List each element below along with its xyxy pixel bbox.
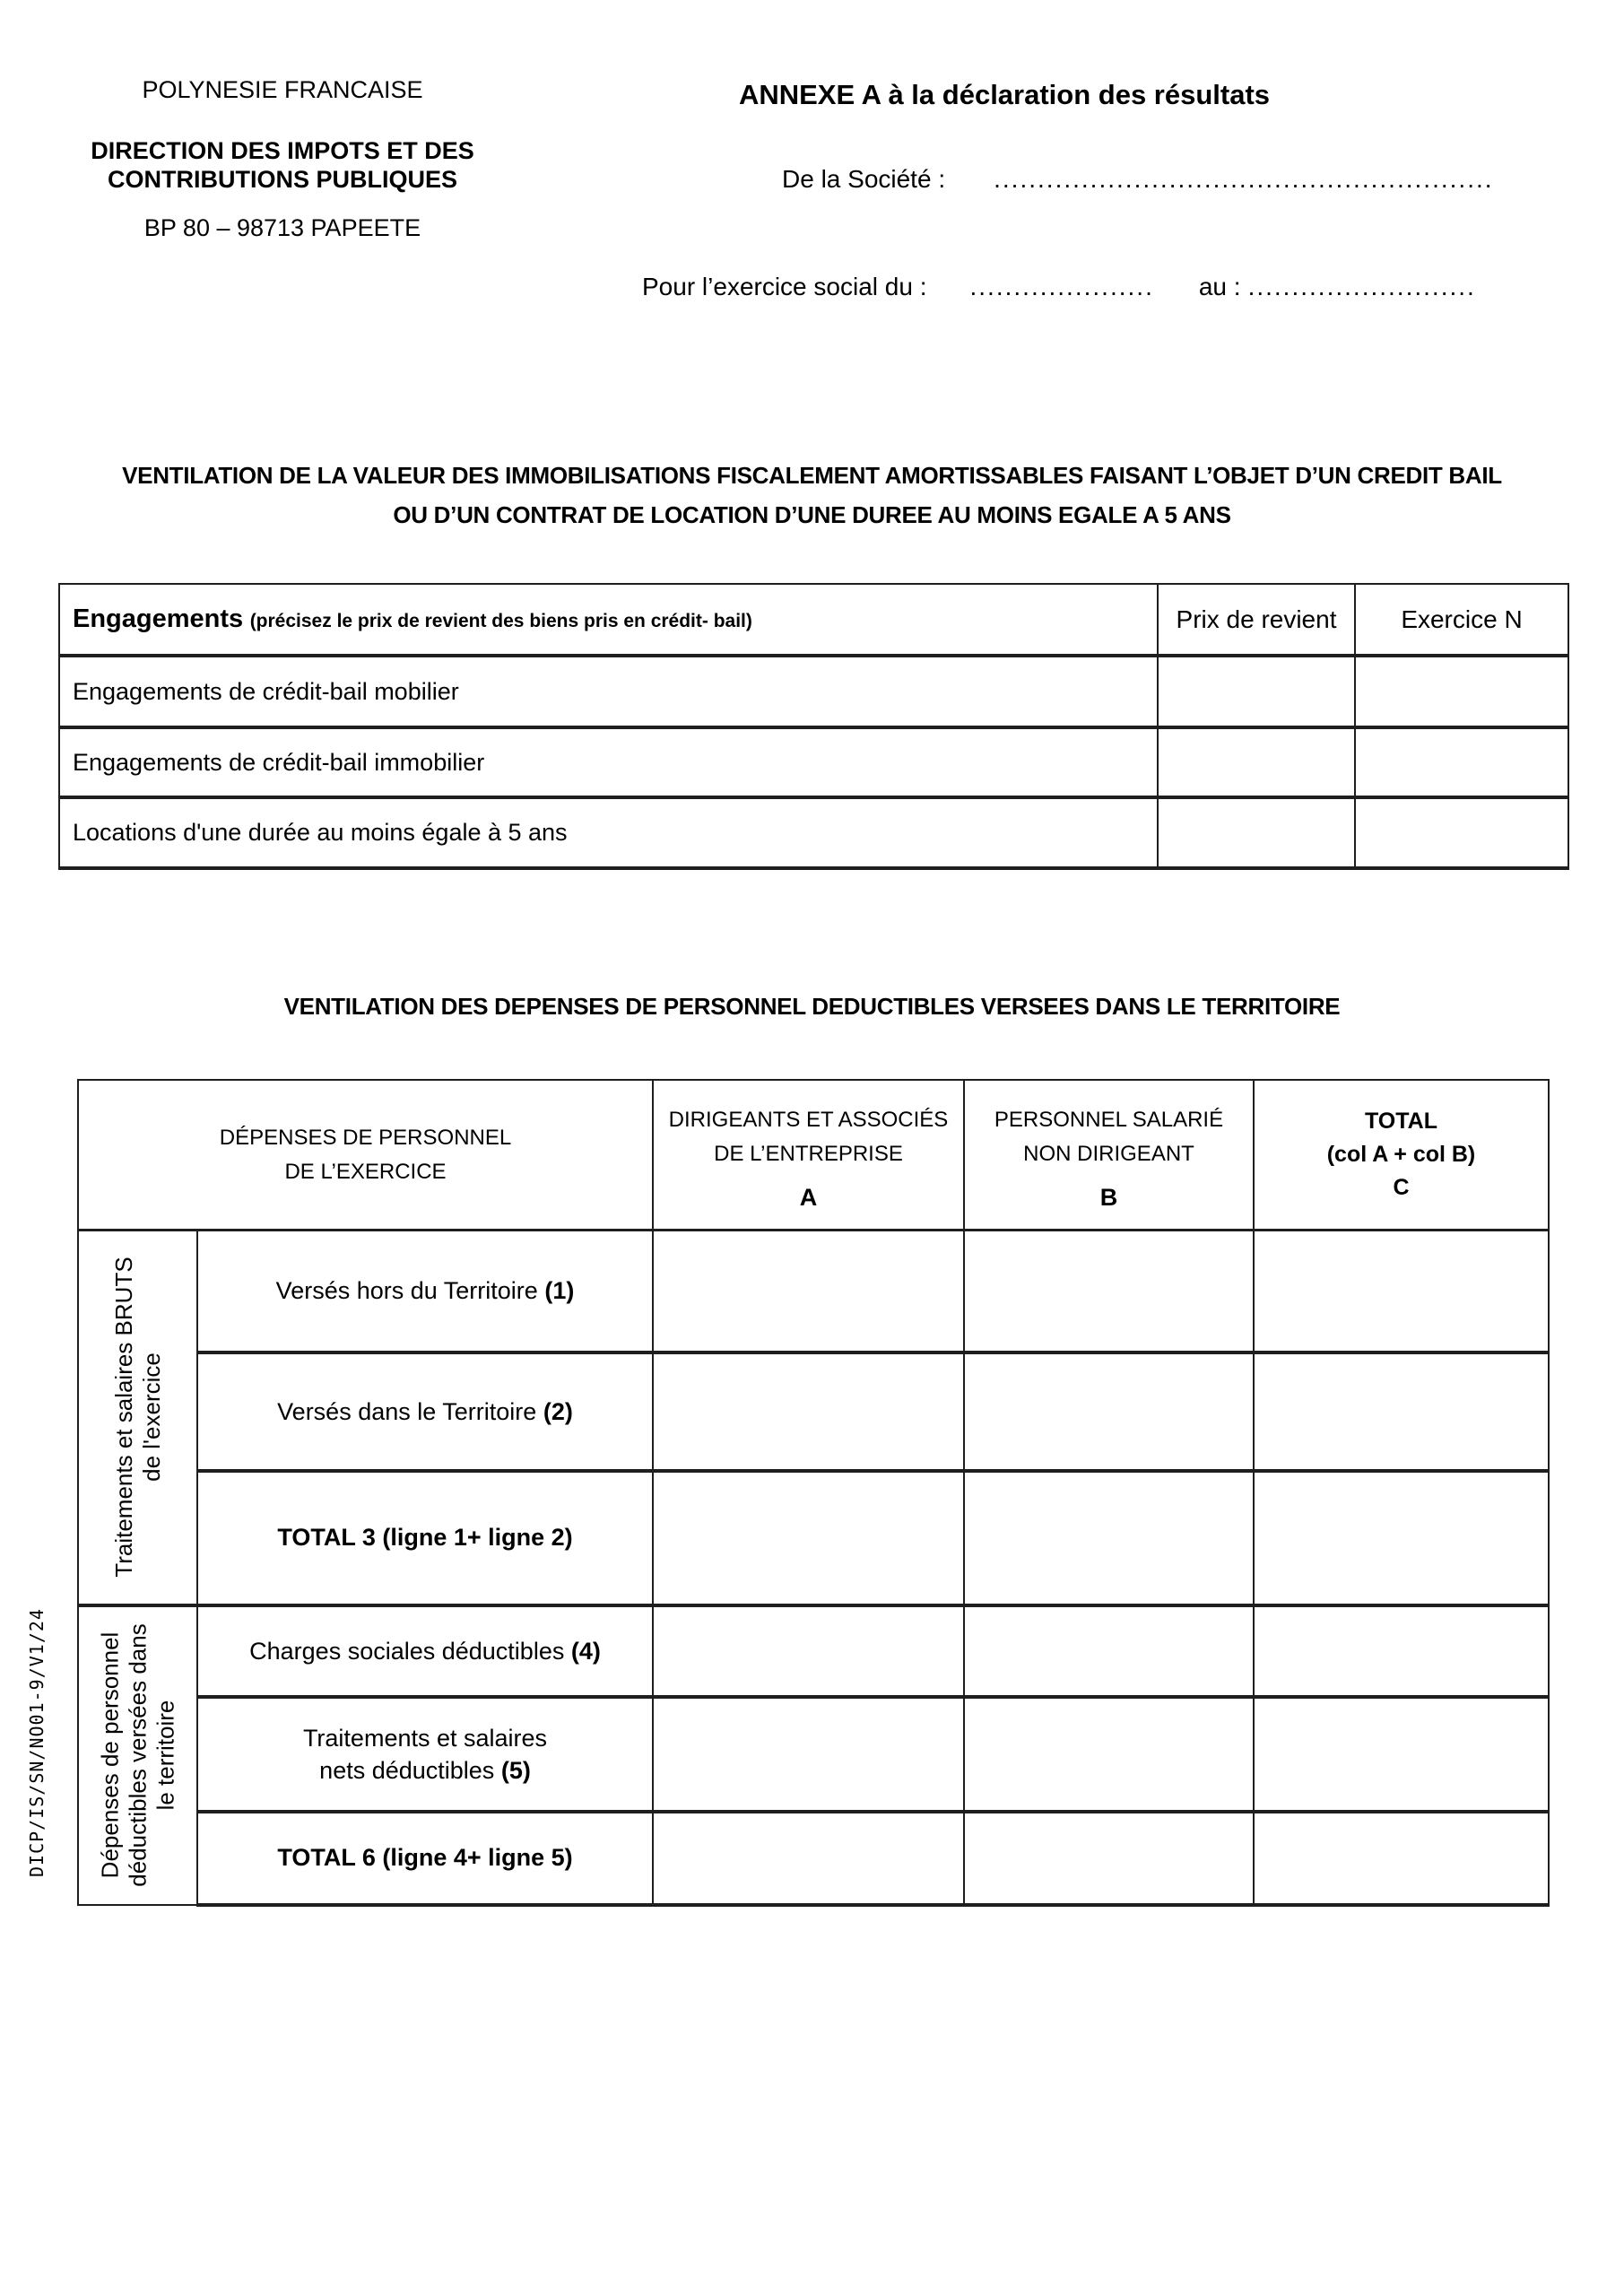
cell-exercice-immobilier[interactable] <box>1355 727 1568 797</box>
cell-b1[interactable] <box>964 1231 1254 1352</box>
depenses-header-line1: DÉPENSES DE PERSONNEL <box>219 1125 512 1150</box>
cell-c5[interactable] <box>1254 1697 1549 1812</box>
row-charges-sociales-label: Charges sociales déductibles (4) <box>197 1605 653 1697</box>
table-header-row <box>78 1080 1549 1231</box>
row-verses-dans-label: Versés dans le Territoire (2) <box>197 1352 653 1471</box>
cell-a3[interactable] <box>653 1471 964 1605</box>
exercice-row <box>642 273 1476 301</box>
cell-c6[interactable] <box>1254 1812 1549 1905</box>
credit-bail-table <box>58 583 1569 870</box>
col-a-line2: DE L’ENTREPRISE <box>714 1142 903 1166</box>
cell-c2[interactable] <box>1254 1352 1549 1471</box>
exercice-label: Pour l’exercice social du : <box>642 273 927 300</box>
group2-vertical-label-cell <box>78 1605 197 1905</box>
exercice-au-label: au : <box>1198 273 1241 300</box>
agency-name: POLYNESIE FRANCAISE <box>142 76 423 103</box>
depenses-personnel-header-cell <box>78 1080 653 1231</box>
row-total3-label: TOTAL 3 (ligne 1+ ligne 2) <box>197 1471 653 1605</box>
table-row <box>78 1471 1549 1605</box>
row-traitements-nets-label: Traitements et salaires nets déductibles (5) <box>197 1697 653 1812</box>
exercice-from-input-line[interactable]: ..................... <box>969 273 1154 300</box>
cell-a2[interactable] <box>653 1352 964 1471</box>
col-c-header-cell <box>1254 1080 1549 1231</box>
societe-input-line[interactable]: ......................................................... <box>994 165 1494 193</box>
cell-a6[interactable] <box>653 1812 964 1905</box>
col-c-letter: C <box>1393 1175 1410 1200</box>
table-row <box>78 1812 1549 1905</box>
cell-a1[interactable] <box>653 1231 964 1352</box>
agency-direction-line1: DIRECTION DES IMPOTS ET DES <box>91 137 474 164</box>
cell-prix-immobilier[interactable] <box>1158 727 1355 797</box>
document-reference-code: DICP/IS/SN/NO01-9/V1/24 <box>26 1608 48 1877</box>
col-c-line1: TOTAL <box>1364 1109 1437 1134</box>
col-b-letter: B <box>1099 1184 1118 1211</box>
table-row <box>78 1697 1549 1812</box>
agency-direction-line2: CONTRIBUTIONS PUBLIQUES <box>107 166 457 193</box>
group2-vertical-label: Dépenses de personnel déductibles versées dans le territoire <box>96 1623 178 1887</box>
societe-label: De la Société : <box>782 165 946 193</box>
section2-title: VENTILATION DES DEPENSES DE PERSONNEL DEDUCTIBLES VERSEES DANS LE TERRITOIRE <box>283 993 1341 1020</box>
cell-prix-locations[interactable] <box>1158 797 1355 868</box>
cell-b3[interactable] <box>964 1471 1254 1605</box>
cell-a4[interactable] <box>653 1605 964 1697</box>
form-title: ANNEXE A à la déclaration des résultats <box>738 79 1271 110</box>
cell-c1[interactable] <box>1254 1231 1549 1352</box>
group1-vertical-label-cell <box>78 1231 197 1605</box>
societe-row <box>782 165 1494 194</box>
cell-c3[interactable] <box>1254 1471 1549 1605</box>
col-c-line2: (col A + col B) <box>1326 1142 1476 1167</box>
col-a-line1: DIRIGEANTS ET ASSOCIÉS <box>668 1108 949 1132</box>
cell-b5[interactable] <box>964 1697 1254 1812</box>
cell-exercice-mobilier[interactable] <box>1355 656 1568 727</box>
table-row <box>59 727 1568 797</box>
engagements-header-main: Engagements <box>73 604 244 633</box>
agency-block <box>67 75 498 242</box>
cell-b4[interactable] <box>964 1605 1254 1697</box>
locations-5-ans-label: Locations d'une durée au moins égale à 5 ans <box>59 797 1158 868</box>
group1-vertical-label: Traitements et salaires BRUTS de l'exercice <box>109 1257 165 1578</box>
cell-a5[interactable] <box>653 1697 964 1812</box>
exercice-to-input-line[interactable]: .......................... <box>1247 273 1476 300</box>
table-row <box>78 1231 1549 1352</box>
col-b-header-cell <box>964 1080 1254 1231</box>
engagements-header-note: (précisez le prix de revient des biens pris en crédit- bail) <box>249 611 752 631</box>
table-row <box>59 797 1568 868</box>
section1-title <box>0 456 1624 535</box>
col-b-line2: NON DIRIGEANT <box>1023 1142 1194 1166</box>
agency-address: BP 80 – 98713 PAPEETE <box>143 214 421 241</box>
cell-b6[interactable] <box>964 1812 1254 1905</box>
col-a-letter: A <box>799 1184 818 1211</box>
table-row <box>59 656 1568 727</box>
table-row <box>78 1605 1549 1697</box>
engagements-header-cell <box>59 584 1158 656</box>
cell-c4[interactable] <box>1254 1605 1549 1697</box>
cell-prix-mobilier[interactable] <box>1158 656 1355 727</box>
table-row <box>78 1352 1549 1471</box>
credit-bail-immobilier-label: Engagements de crédit-bail immobilier <box>59 727 1158 797</box>
col-b-line1: PERSONNEL SALARIÉ <box>994 1108 1224 1132</box>
exercice-n-header: Exercice N <box>1355 584 1568 656</box>
cell-exercice-locations[interactable] <box>1355 797 1568 868</box>
row-total6-label: TOTAL 6 (ligne 4+ ligne 5) <box>197 1812 653 1905</box>
section1-title-line2: OU D’UN CONTRAT DE LOCATION D’UNE DUREE AU MOINS EGALE A 5 ANS <box>393 501 1231 528</box>
prix-de-revient-header: Prix de revient <box>1158 584 1355 656</box>
table-header-row <box>59 584 1568 656</box>
depenses-personnel-table <box>77 1079 1550 1907</box>
depenses-header-line2: DE L’EXERCICE <box>284 1159 447 1184</box>
section1-title-line1: VENTILATION DE LA VALEUR DES IMMOBILISATIONS FISCALEMENT AMORTISSABLES FAISANT L’OBJET D’UN CREDIT BAIL <box>122 462 1502 489</box>
col-a-header-cell <box>653 1080 964 1231</box>
row-verses-hors-label: Versés hors du Territoire (1) <box>197 1231 653 1352</box>
credit-bail-mobilier-label: Engagements de crédit-bail mobilier <box>59 656 1158 727</box>
cell-b2[interactable] <box>964 1352 1254 1471</box>
